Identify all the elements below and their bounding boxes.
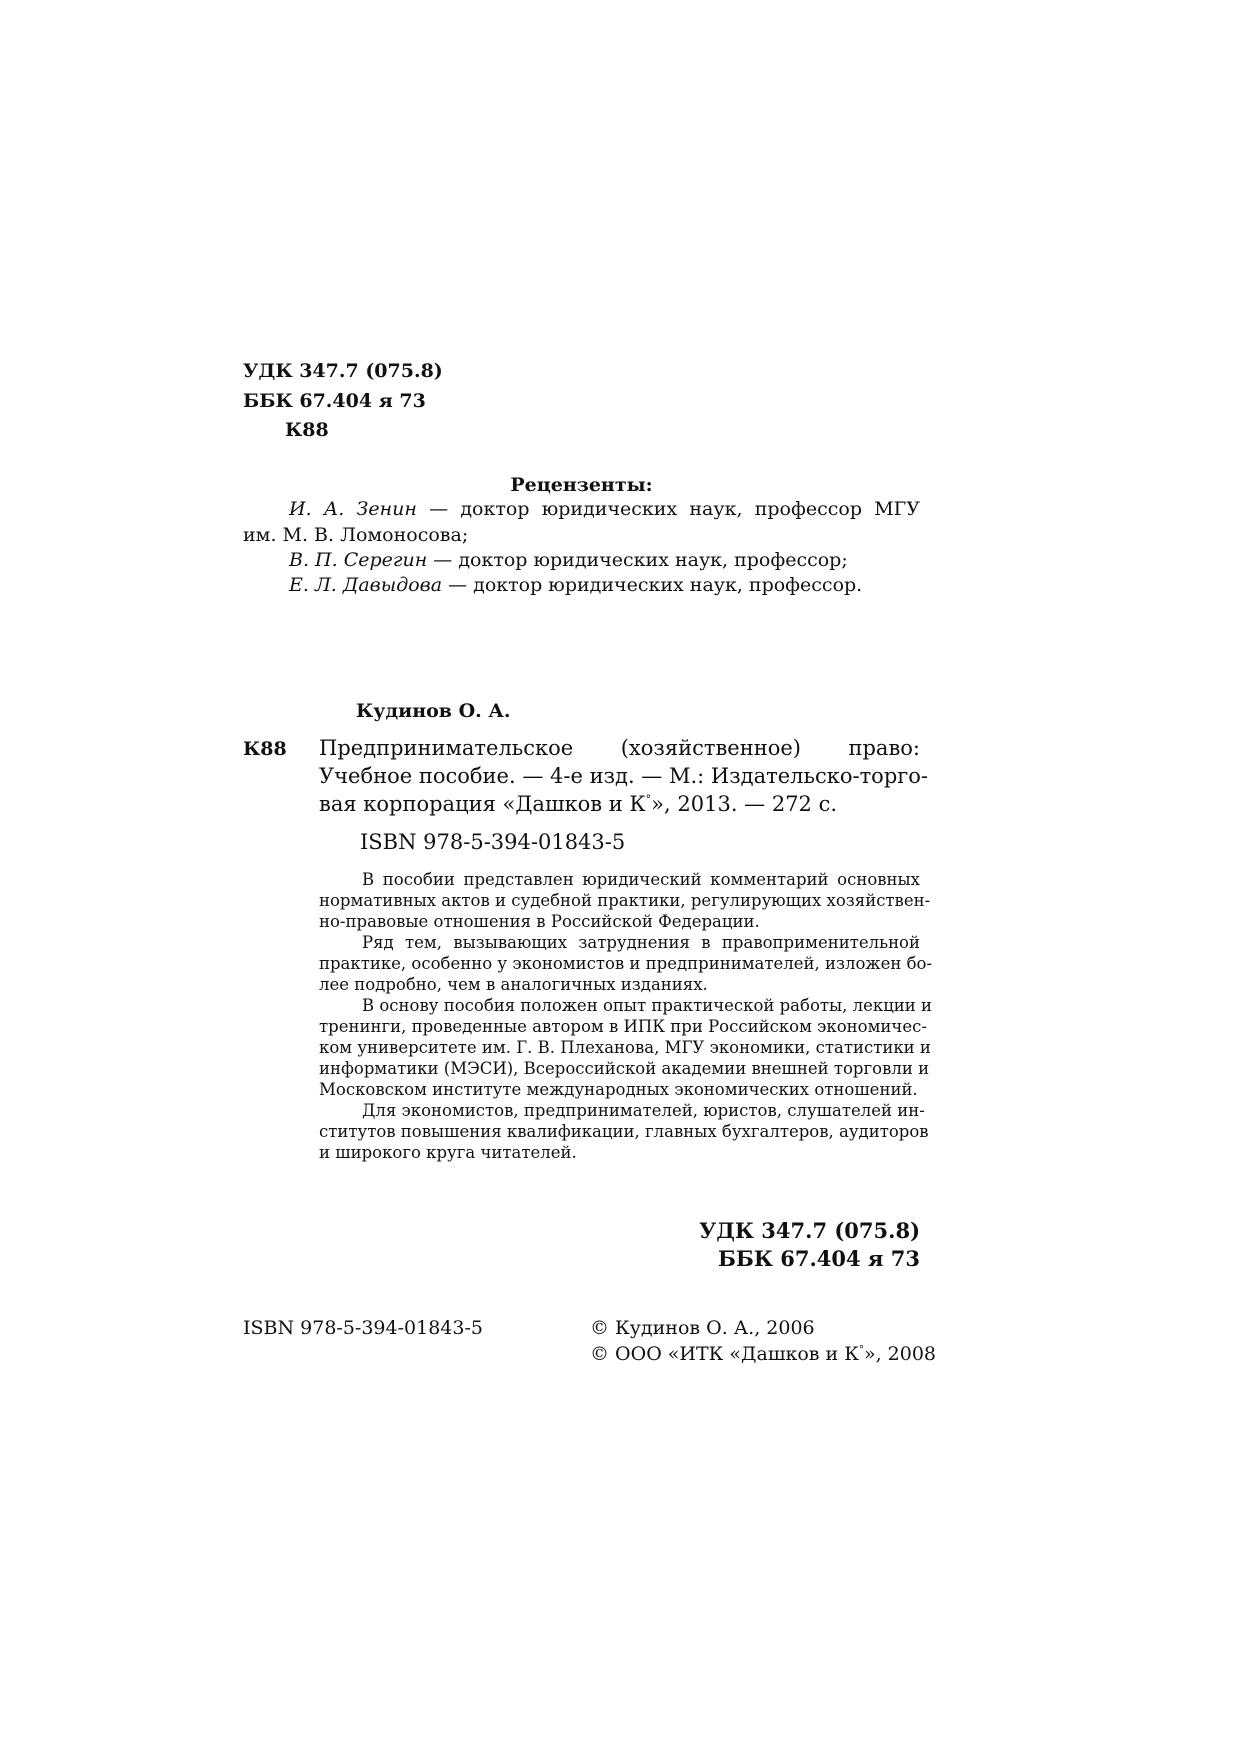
book-title-line3 [319, 792, 837, 816]
bbk-code: ББК 67.404 я 73 [243, 390, 426, 412]
bottom-bbk: ББК 67.404 я 73 [717, 1246, 920, 1271]
annotation-line: тренинги, проведенные автором в ИПК при Российском экономичес- [319, 1017, 927, 1036]
reviewer-1-title: — доктор юридических наук, профессор МГУ [416, 498, 920, 520]
reviewer-3 [289, 574, 862, 596]
reviewer-1-cont: им. М. В. Ломоносова; [243, 524, 469, 546]
reviewer-1 [289, 498, 920, 520]
annotation-line: но-правовые отношения в Российской Федерации. [319, 912, 760, 931]
annotation-line: лее подробно, чем в аналогичных изданиях. [319, 975, 708, 994]
reviewer-3-name: Е. Л. Давыдова [289, 574, 443, 596]
reviewer-1-name: И. А. Зенин [289, 498, 417, 520]
book-author: Кудинов О. А. [356, 700, 511, 722]
reviewer-2 [289, 549, 848, 571]
annotation-line: В пособии представлен юридический комментарий основных [362, 870, 920, 889]
annotation-line: ститутов повышения квалификации, главных бухгалтеров, аудиторов [319, 1122, 929, 1141]
bottom-udk: УДК 347.7 (075.8) [699, 1218, 920, 1243]
book-title-line3-sup: ° [645, 793, 652, 806]
book-title-line2: Учебное пособие. — 4-е изд. — М.: Издательско-торго- [319, 764, 929, 788]
annotation-line: В основу пособия положен опыт практической работы, лекции и [362, 996, 933, 1015]
copyright-publisher [590, 1343, 936, 1365]
author-mark: К88 [285, 419, 329, 441]
biblio-code: К88 [243, 738, 287, 760]
book-title-line1: Предпринимательское (хозяйственное) право: [319, 736, 920, 760]
annotation-line: Ряд тем, вызывающих затруднения в правоприменительной [362, 933, 920, 952]
udk-code: УДК 347.7 (075.8) [243, 360, 443, 382]
annotation-line: информатики (МЭСИ), Всероссийской академии внешней торговли и [319, 1059, 930, 1078]
footer-isbn: ISBN 978-5-394-01843-5 [243, 1317, 483, 1339]
copyright-publisher-sup: ° [858, 1344, 864, 1356]
copyright-author: © Кудинов О. А., 2006 [590, 1317, 815, 1339]
annotation-line: и широкого круга читателей. [319, 1143, 577, 1162]
annotation-line: ком университете им. Г. В. Плеханова, МГУ экономики, статистики и [319, 1038, 931, 1057]
book-isbn: ISBN 978-5-394-01843-5 [360, 830, 626, 854]
copyright-publisher-prefix: © ООО «ИТК «Дашков и К [590, 1343, 859, 1365]
annotation-line: практике, особенно у экономистов и предпринимателей, изложен бо- [319, 954, 933, 973]
reviewer-2-title: — доктор юридических наук, профессор; [427, 549, 848, 571]
book-title-line3-suffix: », 2013. — 272 с. [651, 792, 838, 816]
copyright-publisher-suffix: », 2008 [863, 1343, 937, 1365]
annotation-line: нормативных актов и судебной практики, регулирующих хозяйствен- [319, 891, 931, 910]
reviewer-2-name: В. П. Серегин [289, 549, 428, 571]
reviewer-3-title: — доктор юридических наук, профессор. [442, 574, 863, 596]
reviewers-heading: Рецензенты: [510, 474, 653, 496]
annotation-line: Для экономистов, предпринимателей, юристов, слушателей ин- [362, 1101, 925, 1120]
annotation-line: Московском институте международных экономических отношений. [319, 1080, 918, 1099]
book-title-line3-prefix: вая корпорация «Дашков и К [319, 792, 646, 816]
